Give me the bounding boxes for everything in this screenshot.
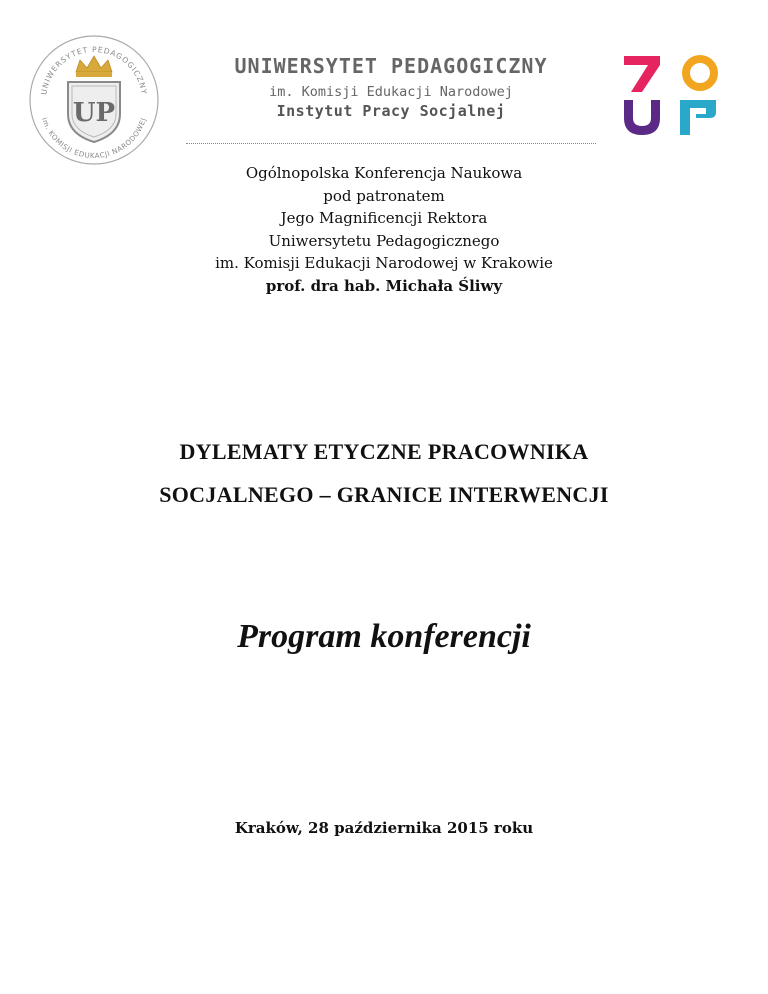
date-location: Kraków, 28 października 2015 roku (234, 819, 534, 837)
intro-line: Uniwersytetu Pedagogicznego (268, 231, 500, 250)
digit-zero (686, 59, 714, 87)
letter-p (680, 100, 716, 135)
conference-title (40, 430, 728, 516)
seal-monogram: UP (72, 98, 116, 128)
title-line-1: DYLEMATY ETYCZNE PRACOWNIKA (179, 439, 589, 464)
program-heading: Program konferencji (237, 618, 531, 655)
digit-seven (624, 56, 660, 92)
title-line-2: SOCJALNEGO – GRANICE INTERWENCJI (159, 482, 609, 507)
conference-intro (120, 162, 648, 297)
institute-name: Instytut Pracy Socjalnej (276, 102, 506, 120)
intro-line: Jego Magnificencji Rektora (280, 209, 488, 227)
seal-text-bottom: im. KOMISJI EDUKACJI NARODOWEJ (40, 116, 148, 161)
intro-line: Ogólnopolska Konferencja Naukowa (245, 164, 523, 182)
intro-line: pod patronatem (323, 186, 445, 205)
seal-text-top: UNIWERSYTET PEDAGOGICZNY (39, 44, 149, 96)
header-divider (186, 143, 596, 144)
university-name: UNIWERSYTET PEDAGOGICZNY (234, 54, 548, 78)
rector-name: prof. dra hab. Michała Śliwy (265, 276, 503, 295)
letter-u (624, 100, 660, 135)
university-seal-logo (24, 30, 164, 170)
anniversary-70-up-logo (618, 50, 722, 140)
university-patron: im. Komisji Edukacji Narodowej (269, 84, 513, 100)
intro-line: im. Komisji Edukacji Narodowej w Krakowie (215, 254, 553, 272)
